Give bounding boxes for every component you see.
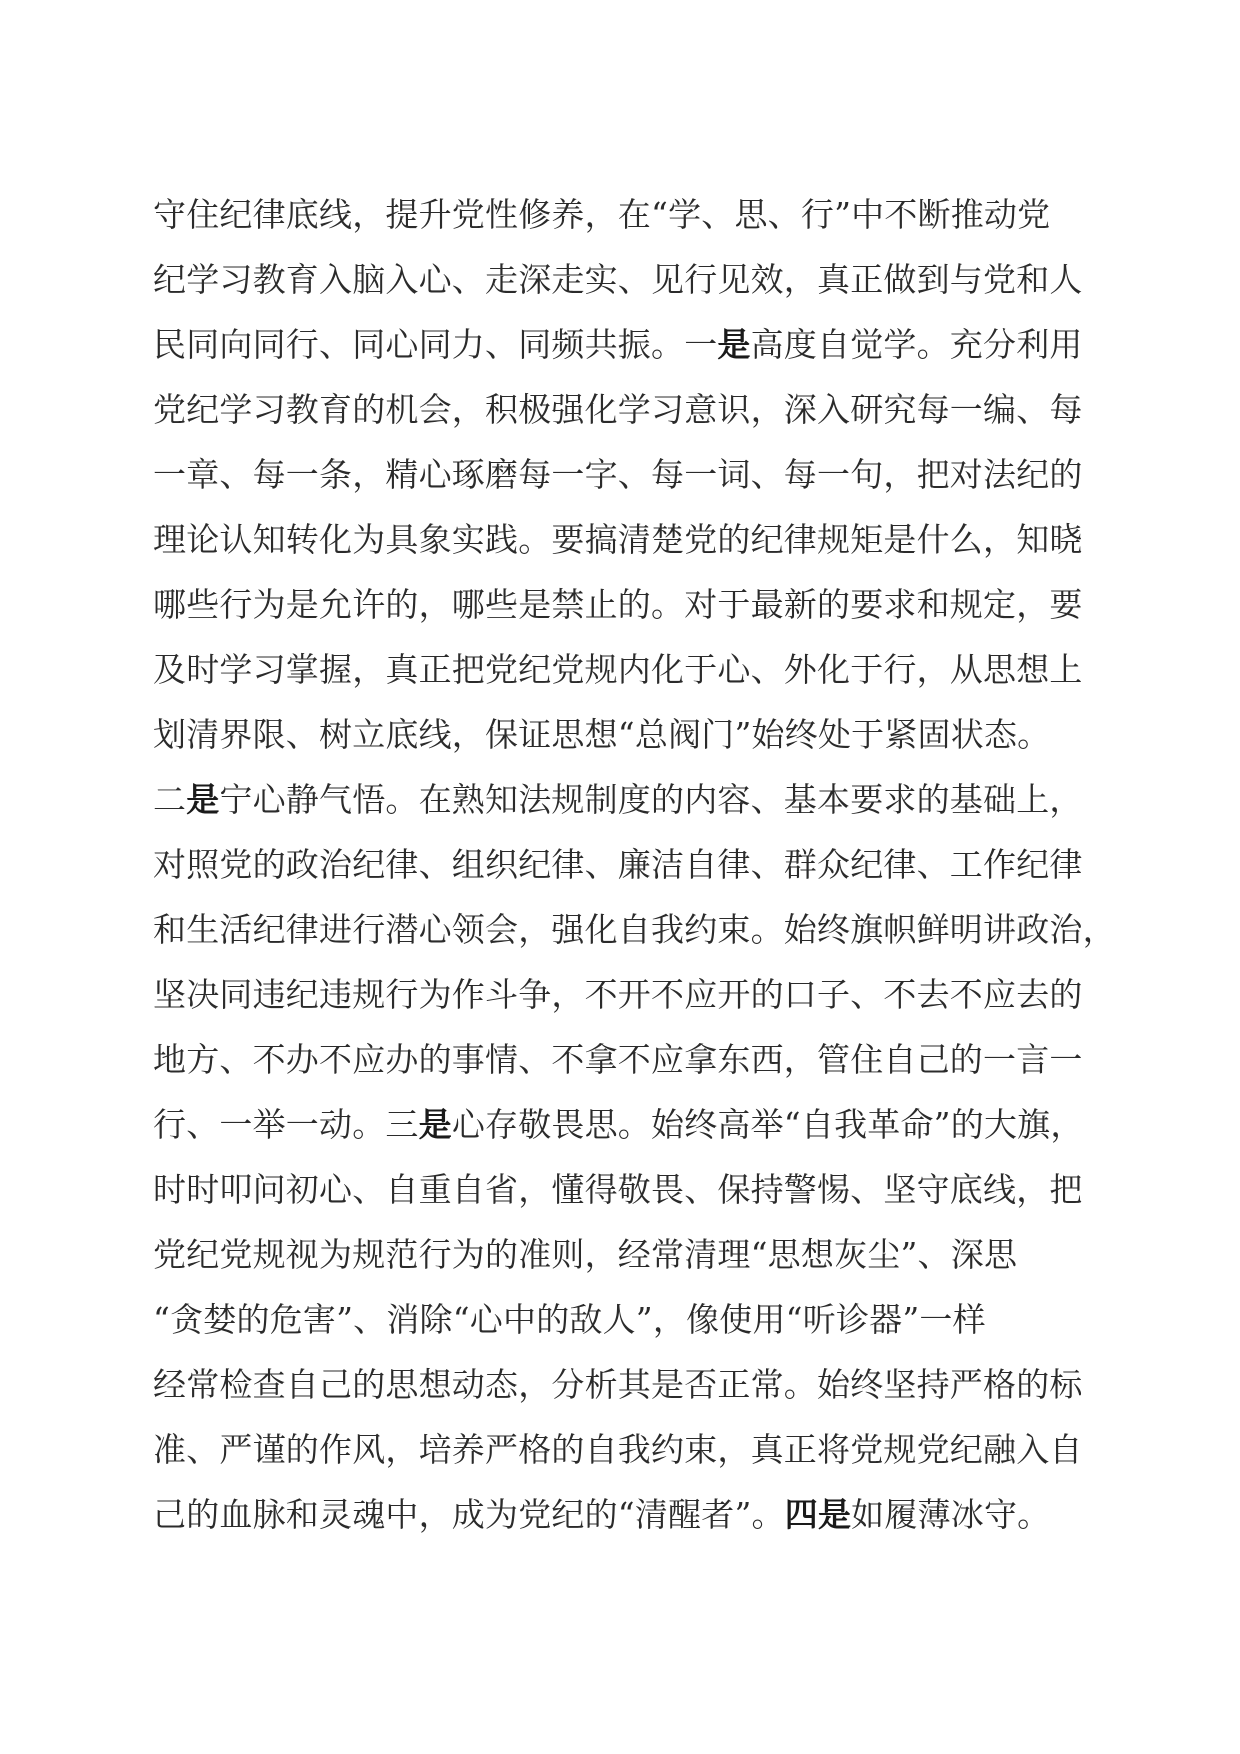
text-line	[153, 637, 1153, 702]
text-line	[153, 312, 1153, 377]
text-segment: 守住纪律底线，提升党性修养，在“学、思、行”中不断推动党	[153, 195, 1051, 234]
text-line	[153, 1482, 1153, 1547]
text-line	[153, 1092, 1153, 1157]
bold-marker: 四是	[784, 1495, 852, 1534]
text-line	[153, 1157, 1153, 1222]
text-line	[153, 1352, 1153, 1417]
text-line	[153, 897, 1153, 962]
text-segment: 宁心静气悟。在熟知法规制度的内容、基本要求的基础上，	[219, 780, 1083, 819]
text-segment: 划清界限、树立底线，保证思想“总阀门”始终处于紧固状态。	[153, 715, 1051, 754]
text-segment: 及时学习掌握，真正把党纪党规内化于心、外化于行，从思想上	[153, 650, 1083, 689]
text-line	[153, 507, 1153, 572]
text-segment: 一章、每一条，精心琢磨每一字、每一词、每一句，把对法纪的	[153, 455, 1083, 494]
text-segment: 时时叩问初心、自重自省，懂得敬畏、保持警惕、坚守底线，把	[153, 1170, 1083, 1209]
text-line	[153, 1027, 1153, 1092]
body-paragraph	[153, 182, 1153, 1547]
text-line	[153, 1417, 1153, 1482]
text-line	[153, 702, 1153, 767]
text-segment: 如履薄冰守。	[851, 1495, 1051, 1534]
text-line	[153, 377, 1153, 442]
text-segment: 准、严谨的作风，培养严格的自我约束，真正将党规党纪融入自	[153, 1430, 1083, 1469]
text-segment: 哪些行为是允许的，哪些是禁止的。对于最新的要求和规定，要	[153, 585, 1083, 624]
text-line	[153, 1222, 1153, 1287]
bold-marker: 是	[418, 1105, 452, 1144]
bold-marker: 是	[186, 780, 220, 819]
text-line	[153, 442, 1153, 507]
text-line	[153, 247, 1153, 312]
text-segment: 经常检查自己的思想动态，分析其是否正常。始终坚持严格的标	[153, 1365, 1083, 1404]
text-line	[153, 1287, 1153, 1352]
text-segment: 民同向同行、同心同力、同频共振。一	[153, 325, 718, 364]
text-line	[153, 962, 1153, 1027]
text-line	[153, 767, 1153, 832]
text-segment: 坚决同违纪违规行为作斗争，不开不应开的口子、不去不应去的	[153, 975, 1083, 1014]
text-line	[153, 572, 1153, 637]
text-segment: 党纪党规视为规范行为的准则，经常清理“思想灰尘”、深思	[153, 1235, 1018, 1274]
text-line	[153, 832, 1153, 897]
text-segment: 和生活纪律进行潜心领会，强化自我约束。始终旗帜鲜明讲政治，	[153, 910, 1116, 949]
text-segment: 对照党的政治纪律、组织纪律、廉洁自律、群众纪律、工作纪律	[153, 845, 1083, 884]
bold-marker: 是	[717, 325, 751, 364]
text-segment: 行、一举一动。三	[153, 1105, 419, 1144]
text-segment: 二	[153, 780, 187, 819]
text-line	[153, 182, 1153, 247]
text-segment: 己的血脉和灵魂中，成为党纪的“清醒者”。	[153, 1495, 785, 1534]
text-segment: 心存敬畏思。始终高举“自我革命”的大旗，	[451, 1105, 1084, 1144]
text-segment: 纪学习教育入脑入心、走深走实、见行见效，真正做到与党和人	[153, 260, 1083, 299]
text-segment: 地方、不办不应办的事情、不拿不应拿东西，管住自己的一言一	[153, 1040, 1083, 1079]
text-segment: “贪婪的危害”、消除“心中的敌人”，像使用“听诊器”一样	[153, 1300, 986, 1339]
text-segment: 党纪学习教育的机会，积极强化学习意识，深入研究每一编、每	[153, 390, 1083, 429]
text-segment: 高度自觉学。充分利用	[750, 325, 1083, 364]
text-segment: 理论认知转化为具象实践。要搞清楚党的纪律规矩是什么，知晓	[153, 520, 1083, 559]
